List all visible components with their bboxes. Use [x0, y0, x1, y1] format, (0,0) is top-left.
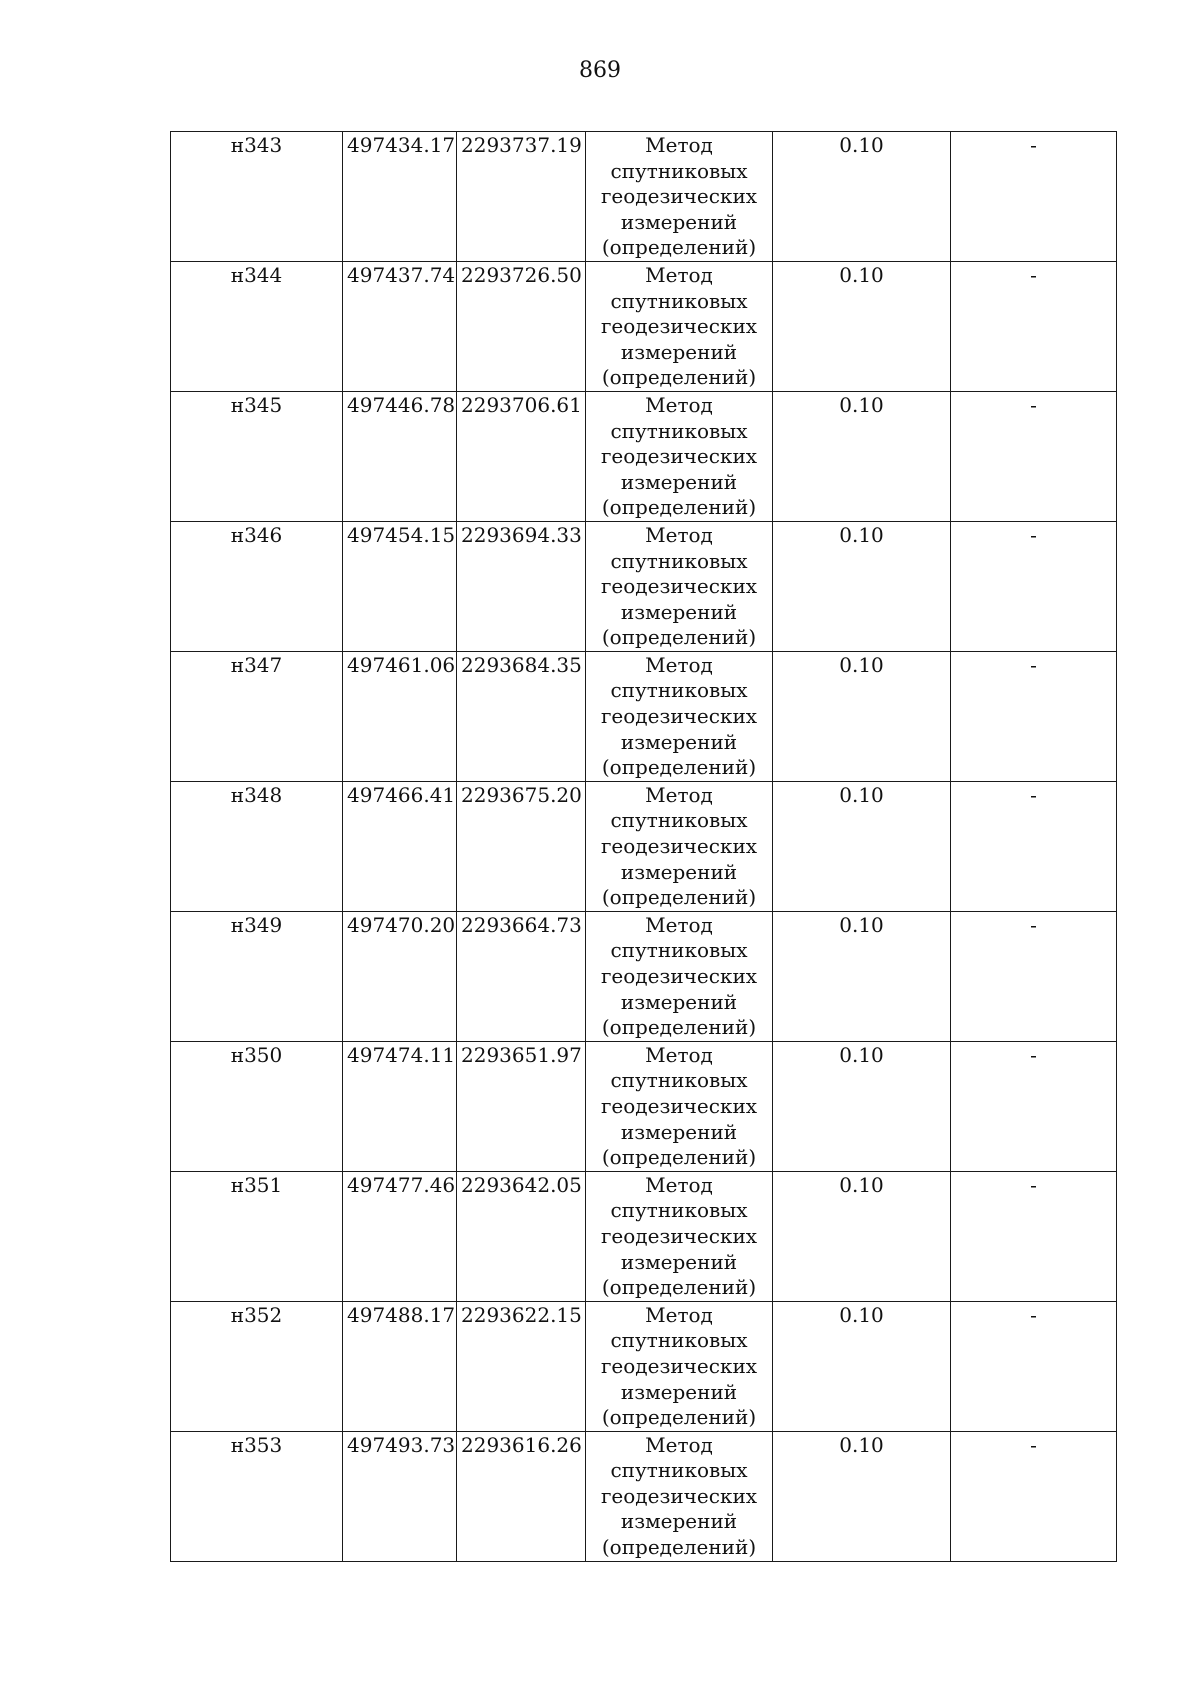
cell-point-name: н349 — [171, 911, 343, 1041]
table-row — [171, 132, 1117, 262]
cell-note: - — [951, 651, 1117, 781]
cell-note: - — [951, 1041, 1117, 1171]
cell-x-coordinate: 497474.11 — [343, 1041, 457, 1171]
method-line: геодезических — [600, 1483, 758, 1508]
table-row — [171, 1431, 1117, 1561]
method-line: спутниковых — [610, 158, 748, 183]
table-row — [171, 391, 1117, 521]
method-line: (определений) — [601, 1405, 757, 1430]
cell-method — [586, 1431, 773, 1561]
method-line: (определений) — [601, 1535, 757, 1560]
method-line: измерений — [620, 1249, 738, 1274]
method-line: спутниковых — [610, 1198, 748, 1223]
method-line: спутниковых — [610, 1458, 748, 1483]
method-line: Метод — [645, 1432, 713, 1457]
method-line: (определений) — [601, 885, 757, 910]
cell-accuracy: 0.10 — [773, 1431, 951, 1561]
table-row — [171, 1041, 1117, 1171]
table-row — [171, 651, 1117, 781]
cell-method — [586, 1171, 773, 1301]
cell-note: - — [951, 1171, 1117, 1301]
cell-y-coordinate: 2293616.26 — [457, 1431, 586, 1561]
method-line: спутниковых — [610, 1328, 748, 1353]
cell-note: - — [951, 261, 1117, 391]
method-line: Метод — [645, 133, 713, 157]
cell-method — [586, 651, 773, 781]
method-line: (определений) — [601, 755, 757, 780]
cell-accuracy: 0.10 — [773, 132, 951, 262]
method-line: измерений — [620, 1379, 738, 1404]
method-line: геодезических — [600, 1093, 758, 1118]
cell-method — [586, 1301, 773, 1431]
method-line: Метод — [645, 1302, 713, 1327]
method-line: Метод — [645, 392, 713, 417]
method-line: (определений) — [601, 1015, 757, 1040]
method-line: геодезических — [600, 1223, 758, 1248]
method-line: (определений) — [601, 1145, 757, 1170]
table-row — [171, 521, 1117, 651]
cell-x-coordinate: 497477.46 — [343, 1171, 457, 1301]
method-line: Метод — [645, 652, 713, 677]
method-line: геодезических — [600, 314, 758, 339]
cell-note: - — [951, 1301, 1117, 1431]
method-line: (определений) — [601, 235, 757, 260]
cell-note: - — [951, 132, 1117, 262]
cell-method — [586, 781, 773, 911]
cell-accuracy: 0.10 — [773, 1301, 951, 1431]
method-line: Метод — [645, 782, 713, 807]
method-line: измерений — [620, 989, 738, 1014]
method-line: геодезических — [600, 1353, 758, 1378]
method-line: Метод — [645, 262, 713, 287]
method-line: геодезических — [600, 964, 758, 988]
cell-x-coordinate: 497466.41 — [343, 781, 457, 911]
cell-point-name: н353 — [171, 1431, 343, 1561]
cell-y-coordinate: 2293706.61 — [457, 391, 586, 521]
cell-y-coordinate: 2293694.33 — [457, 521, 586, 651]
method-line: измерений — [620, 1509, 738, 1534]
method-line: измерений — [620, 859, 738, 884]
cell-y-coordinate: 2293726.50 — [457, 261, 586, 391]
cell-point-name: н351 — [171, 1171, 343, 1301]
method-line: (определений) — [601, 365, 757, 390]
cell-note: - — [951, 1431, 1117, 1561]
method-line: измерений — [620, 339, 738, 364]
cell-y-coordinate: 2293737.19 — [457, 132, 586, 262]
coordinates-table — [170, 131, 1117, 1562]
cell-accuracy: 0.10 — [773, 521, 951, 651]
method-line: Метод — [645, 1042, 713, 1067]
method-line: (определений) — [601, 495, 757, 520]
method-line: спутниковых — [610, 548, 748, 573]
cell-point-name: н345 — [171, 391, 343, 521]
table-row — [171, 261, 1117, 391]
cell-y-coordinate: 2293651.97 — [457, 1041, 586, 1171]
method-line: геодезических — [600, 574, 758, 599]
page-number: 869 — [579, 58, 621, 83]
cell-y-coordinate: 2293622.15 — [457, 1301, 586, 1431]
cell-y-coordinate: 2293684.35 — [457, 651, 586, 781]
method-line: геодезических — [600, 444, 758, 469]
method-line: Метод — [645, 912, 713, 937]
cell-accuracy: 0.10 — [773, 391, 951, 521]
cell-accuracy: 0.10 — [773, 911, 951, 1041]
cell-note: - — [951, 781, 1117, 911]
cell-method — [586, 521, 773, 651]
cell-point-name: н344 — [171, 261, 343, 391]
method-line: (определений) — [601, 1275, 757, 1300]
cell-y-coordinate: 2293642.05 — [457, 1171, 586, 1301]
method-line: геодезических — [600, 834, 758, 859]
cell-x-coordinate: 497488.17 — [343, 1301, 457, 1431]
method-line: измерений — [620, 599, 738, 624]
cell-method — [586, 261, 773, 391]
table-row — [171, 781, 1117, 911]
cell-point-name: н343 — [171, 132, 343, 262]
method-line: геодезических — [600, 704, 758, 729]
cell-y-coordinate: 2293675.20 — [457, 781, 586, 911]
cell-x-coordinate: 497434.17 — [343, 132, 457, 262]
cell-accuracy: 0.10 — [773, 1041, 951, 1171]
method-line: спутниковых — [610, 1068, 748, 1093]
cell-point-name: н347 — [171, 651, 343, 781]
method-line: спутниковых — [610, 678, 748, 703]
table-row — [171, 1301, 1117, 1431]
cell-method — [586, 391, 773, 521]
table-body — [171, 132, 1117, 1562]
method-line: спутниковых — [610, 808, 748, 833]
method-line: Метод — [645, 522, 713, 547]
cell-point-name: н348 — [171, 781, 343, 911]
cell-note: - — [951, 911, 1117, 1041]
cell-x-coordinate: 497493.73 — [343, 1431, 457, 1561]
cell-x-coordinate: 497437.74 — [343, 261, 457, 391]
cell-accuracy: 0.10 — [773, 651, 951, 781]
cell-point-name: н350 — [171, 1041, 343, 1171]
cell-y-coordinate: 2293664.73 — [457, 911, 586, 1041]
cell-method — [586, 911, 773, 1041]
method-line: геодезических — [600, 184, 758, 209]
cell-accuracy: 0.10 — [773, 261, 951, 391]
method-line: измерений — [620, 209, 738, 234]
cell-note: - — [951, 391, 1117, 521]
method-line: измерений — [620, 729, 738, 754]
cell-x-coordinate: 497454.15 — [343, 521, 457, 651]
cell-x-coordinate: 497461.06 — [343, 651, 457, 781]
cell-method — [586, 1041, 773, 1171]
method-line: (определений) — [601, 625, 757, 650]
cell-point-name: н352 — [171, 1301, 343, 1431]
method-line: Метод — [645, 1172, 713, 1197]
cell-method — [586, 132, 773, 262]
cell-x-coordinate: 497446.78 — [343, 391, 457, 521]
table-row — [171, 1171, 1117, 1301]
cell-accuracy: 0.10 — [773, 1171, 951, 1301]
cell-point-name: н346 — [171, 521, 343, 651]
method-line: спутниковых — [610, 418, 748, 443]
method-line: спутниковых — [610, 288, 748, 313]
method-line: измерений — [620, 469, 738, 494]
cell-note: - — [951, 521, 1117, 651]
table-row — [171, 911, 1117, 1041]
cell-accuracy: 0.10 — [773, 781, 951, 911]
method-line: спутниковых — [610, 938, 748, 963]
method-line: измерений — [620, 1119, 738, 1144]
cell-x-coordinate: 497470.20 — [343, 911, 457, 1041]
